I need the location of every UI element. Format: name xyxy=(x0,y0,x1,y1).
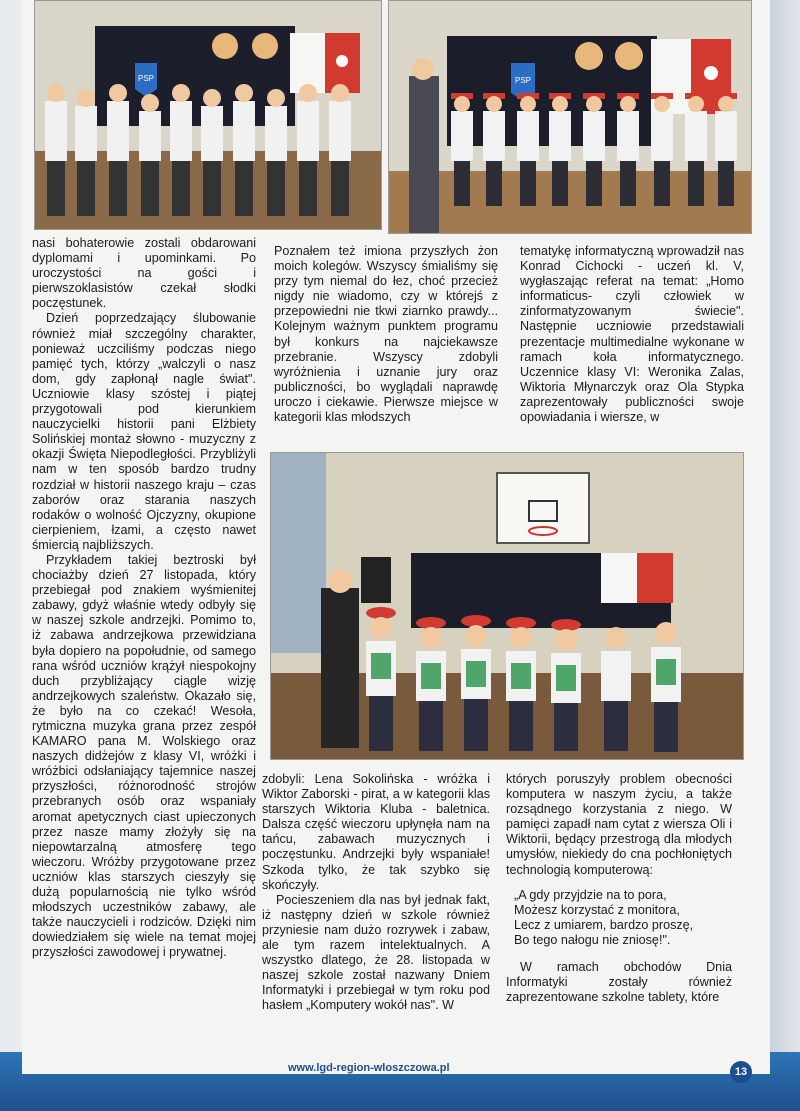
bottom-right-intro: których poruszyły problem obecności komputera w naszym życiu, a także rozsądnego korzystania z niego. W pamięci zapadł nam cytat z wiersza Oli i Wiktorii, będący przestrogą dla młodych umysłów, niekiedy do cna pochłoniętych technologią komputerową: xyxy=(506,772,732,877)
text-column-bottom-middle xyxy=(262,772,490,1014)
poem-quote xyxy=(514,888,732,948)
basketball-board xyxy=(497,473,589,543)
page-edge xyxy=(770,0,800,1052)
text-column-right xyxy=(520,244,744,425)
photo-ceremony-right xyxy=(388,0,752,234)
poem-line: Możesz korzystać z monitora, xyxy=(514,902,680,917)
poem-line: Lecz z umiarem, bardzo proszę, xyxy=(514,917,694,932)
bottom-right-outro: W ramach obchodów Dnia Informatyki zostały również zaprezentowane szkolne tablety, które xyxy=(506,960,732,1005)
emblem-label: PSP xyxy=(137,74,155,83)
right-paragraph-1: tematykę informatyczną wprowadził nas Konrad Cichocki - uczeń kl. V, wygłaszając referat na temat: „Homo informaticus- czyli człowiek w zinformatyzowanym świecie". Następnie uczniowie przedstawiali prezentacje multimedialne wykonane w ramach koła informatycznego. Uczennice klasy VI: Weronika Zalas, Wiktoria Młynarczyk oraz Ola Stypka zaprezentowały publiczności swoje opowiadania i wiersze, w xyxy=(520,244,744,425)
text-column-left xyxy=(32,236,256,961)
left-paragraph-1: nasi bohaterowie zostali obdarowani dyplomami i upominkami. Po uroczystości na gości i pierwszoklasistów czekał słodki poczęstunek. xyxy=(32,236,256,311)
text-column-middle xyxy=(274,244,498,425)
left-paragraph-3: Przykładem takiej beztroski był chociażby dzień 27 listopada, który przebiegał pod znakiem wyśmienitej zabawy, gdyż właśnie wtedy odbyły się w naszej szkole andrzejki. Pomimo to, iż zabawa andrzejkowa przewidziana była dopiero na popołudnie, od samego rana wśród uczniów krążył niespokojny duch przybliżający ciągle wizję andrzejkowych szaleństw. Okazało się, że było na co czekać! Wesoła, rytmiczna muzyka grana przez zespół KAMARO pana M. Wolskiego oraz naszych didżejów z klasy VI, wróżki i wróżbici odsłaniający tajemnice naszej przyszłości, różnorodność strojów przebranych osób oraz wspaniały aromat apetycznych ciast upieczonych przez nasze mamy złożyły się na niepowtarzalną atmosferę tego wieczoru. Wróżby przygotowane przez uczniów klas starszych cieszyły się dużą popularnością nie tylko wśród młodszych uczestników zabawy, ale także nauczycieli i rodziców. Dzięki nim dowiedziałem się wiele na temat mojej przyszłości zawodowej i prywatnej. xyxy=(32,552,256,960)
poem-line: „A gdy przyjdzie na to pora, xyxy=(514,887,667,902)
bottom-middle-paragraph-1: zdobyli: Lena Sokolińska - wróżka i Wiktor Zaborski - pirat, a w kategorii klas starszych Wiktoria Kluba - baletnica. Dalsza część wieczoru upłynęła nam na tańcu, zabawach muzycznych i poczęstunku. Andrzejki były wspaniałe! Szkoda tylko, że tak szybko się skończyły. xyxy=(262,772,490,892)
photo-ceremony-left xyxy=(34,0,382,230)
text-column-bottom-right xyxy=(506,772,732,1005)
footer-website-link[interactable]: www.lgd-region-wloszczowa.pl xyxy=(288,1062,450,1074)
bottom-middle-paragraph-2: Pocieszeniem dla nas był jednak fakt, iż następny dzień w szkole również przyniesie nam dużo rozrywek i zabaw, ale tym razem intelektualnych. A wszystko dlatego, że 28. listopada w naszej szkole został nazwany Dniem Informatyki i przebiegał w tym roku pod hasłem „Komputery wokół nas". W xyxy=(262,892,490,1013)
poem-line: Bo tego nałogu nie zniosę!". xyxy=(514,932,671,947)
page-number: 13 xyxy=(730,1061,752,1083)
photo-andrzejki-costumes xyxy=(270,452,744,760)
left-paragraph-2: Dzień poprzedzający ślubowanie również miał szczególny charakter, ponieważ uczciliśmy podczas niego pamięć tych, którzy „walczyli o nasz dom, gdy zapłonął nagle świat". Uczniowie klasy szóstej i piątej przygotowali pod kierunkiem nauczycielki historii pani Elżbiety Solińskiej montaż słowno - muzyczny z okazji Święta Niepodległości. Przybliżyli nam w ten sposób bardzo trudny rozdział w historii naszego kraju – czas zaborów oraz starania naszych rodaków o wolność Ojczyzny, okupione cierpieniem, łzami, a często nawet śmiercią najbliższych. xyxy=(32,311,256,552)
emblem-label-2: PSP xyxy=(514,76,532,85)
middle-paragraph-1: Poznałem też imiona przyszłych żon moich kolegów. Wszyscy śmialiśmy się przy tym niemal do łez, choć przecież nigdy nie wiadomo, czy w którejś z przepowiedni nie tkwi ziarnko prawdy... Kolejnym ważnym punktem programu był konkurs na najciekawsze przebranie. Wszyscy zdobyli wyróżnienia i uznanie jury oraz publiczności, bo wyglądali naprawdę uroczo i ciekawie. Pierwsze miejsce w kategorii klas młodszych xyxy=(274,244,498,425)
